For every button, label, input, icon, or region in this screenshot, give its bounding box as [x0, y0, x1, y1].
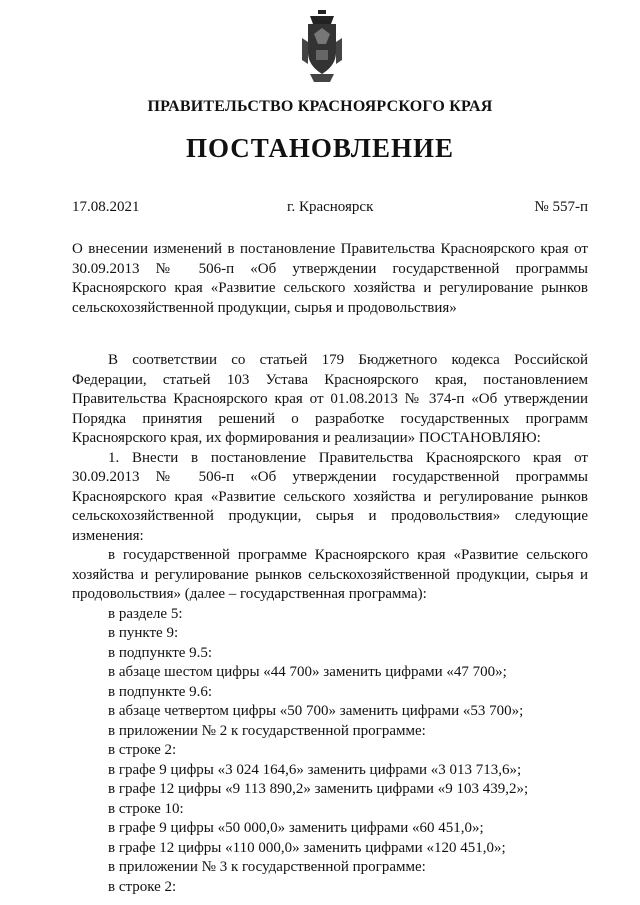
list-item: в строке 10: — [108, 800, 184, 817]
list-item: в графе 12 цифры «9 113 890,2» заменить цифрами «9 103 439,2»; — [108, 781, 529, 797]
program-intro-paragraph: в государственной программе Красноярского края «Развитие сельского хозяйства и регулирование рынков сельскохозяйственной продукции, сырья и продовольствия» (далее – государственная программа): — [72, 547, 588, 602]
list-item: в графе 12 цифры «110 000,0» заменить цифрами «120 451,0»; — [108, 839, 506, 856]
coat-of-arms-icon — [300, 8, 344, 88]
list-item: в приложении № 3 к государственной программе: — [108, 859, 426, 875]
list-item: в строке 2: — [108, 878, 177, 895]
list-item: в подпункте 9.6: — [108, 683, 213, 700]
list-item: в пункте 9: — [108, 625, 179, 641]
government-name: ПРАВИТЕЛЬСТВО КРАСНОЯРСКОГО КРАЯ — [147, 98, 493, 115]
list-item: в приложении № 2 к государственной программе: — [108, 722, 426, 739]
list-item: в разделе 5: — [108, 605, 183, 622]
list-item: в строке 2: — [108, 742, 177, 758]
preamble-paragraph: В соответствии со статьей 179 Бюджетного кодекса Российской Федерации, статьей 103 Устава Красноярского края, постановлением Правительства Красноярского края от 01.08.2013 № 374-п «Об утверждении Порядка принятия решений о разработке государственных программ Красноярского края, их формирования и реализации» ПОСТАНОВЛЯЮ: — [72, 352, 588, 446]
clause-1-paragraph: 1. Внести в постановление Правительства Красноярского края от 30.09.2013 № 506-п «Об утверждении государственной программы Красноярского края «Развитие сельского хозяйства и регулирование рынков сельскохозяйственной продукции, сырья и продовольствия» следующие изменения: — [72, 449, 588, 544]
document-title: ПОСТАНОВЛЕНИЕ — [185, 133, 455, 163]
document-date: 17.08.2021 — [72, 199, 140, 215]
list-item: в графе 9 цифры «50 000,0» заменить цифрами «60 451,0»; — [108, 820, 484, 836]
list-item: в абзаце шестом цифры «44 700» заменить цифрами «47 700»; — [108, 664, 507, 680]
list-item: в абзаце четвертом цифры «50 700» заменить цифрами «53 700»; — [108, 703, 524, 719]
list-item: в графе 9 цифры «3 024 164,6» заменить цифрами «3 013 713,6»; — [108, 761, 522, 778]
document-subject: О внесении изменений в постановление Правительства Красноярского края от 30.09.2013 № 506-п «Об утверждении государственной программы Красноярского края «Развитие сельского хозяйства и регулирование рынков сельскохозяйственной продукции, сырья и продовольствия» — [72, 241, 588, 316]
document-body — [72, 351, 588, 897]
document-city: г. Красноярск — [287, 199, 374, 215]
list-item: в подпункте 9.5: — [108, 644, 213, 661]
document-number: № 557-п — [534, 199, 588, 215]
